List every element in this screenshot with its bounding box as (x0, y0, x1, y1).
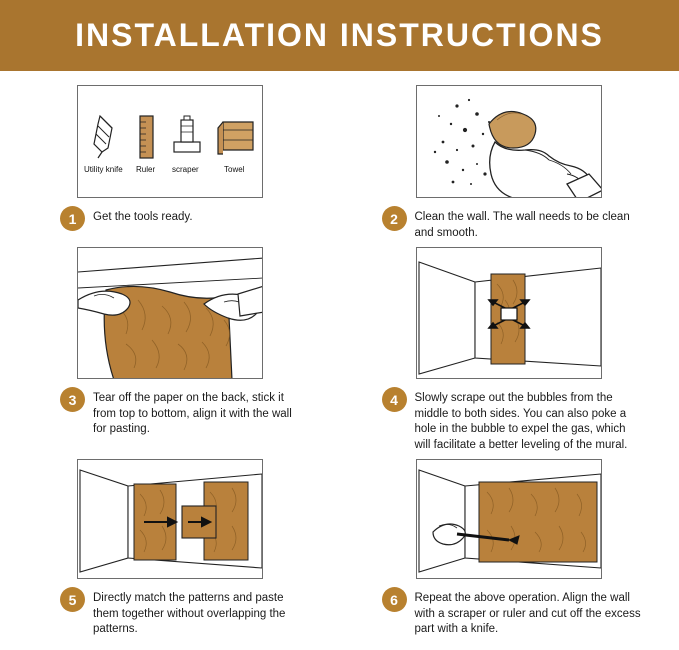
step-number-5: 5 (60, 587, 85, 612)
step-4-illustration (416, 247, 602, 379)
pattern-matching-illustration (78, 460, 263, 579)
step-6-caption (354, 587, 666, 638)
steps-grid (0, 71, 679, 638)
step-number-4: 4 (382, 387, 407, 412)
wall-cleaning-illustration (417, 86, 602, 198)
step-text-3: Tear off the paper on the back, stick it from top to bottom, align it with the wall for pasting. (93, 392, 292, 436)
step-5-illustration (77, 459, 263, 579)
step-5-caption (14, 587, 326, 638)
step-1-illustration (77, 85, 263, 198)
step-1-caption (14, 206, 326, 231)
step-number-2: 2 (382, 206, 407, 231)
step-3-caption (14, 387, 326, 438)
step-text-5: Directly match the patterns and paste them together without overlapping the patterns. (93, 592, 286, 636)
step-card-3 (0, 247, 340, 453)
step-text-2: Clean the wall. The wall needs to be clean and smooth. (414, 211, 630, 239)
dust-speckles (434, 99, 490, 185)
scraper-tool-icon (501, 308, 517, 320)
page-title: INSTALLATION INSTRUCTIONS (75, 17, 604, 53)
step-text-6: Repeat the above operation. Align the wall with a scraper or ruler and cut off the excess part with a knife. (414, 592, 641, 636)
scraper-icon (174, 116, 200, 152)
step-number-1: 1 (60, 206, 85, 231)
step-3-illustration (77, 247, 263, 379)
tool-label-towel: Towel (223, 165, 245, 174)
ruler-icon (140, 116, 153, 158)
bubble-scraping-illustration (417, 248, 602, 379)
tools-illustration (78, 86, 263, 198)
step-card-1 (0, 85, 340, 241)
step-2-illustration (416, 85, 602, 198)
step-2-caption (354, 206, 666, 241)
step-number-3: 3 (60, 387, 85, 412)
towel-icon (218, 122, 253, 154)
step-card-5 (0, 459, 340, 638)
step-card-6 (340, 459, 679, 638)
trim-excess-illustration (417, 460, 602, 579)
step-6-illustration (416, 459, 602, 579)
header-banner (0, 0, 679, 71)
step-card-2 (340, 85, 679, 241)
step-card-4 (340, 247, 679, 453)
step-number-6: 6 (382, 587, 407, 612)
step-text-4: Slowly scrape out the bubbles from the middle to both sides. You can also poke a hole in the bubble to expel the gas, which will facilitate a better leveling of the mural. (414, 392, 628, 451)
step-4-caption (354, 387, 666, 453)
tool-label-scraper: scraper (171, 165, 199, 174)
tool-label-ruler: Ruler (135, 165, 155, 174)
tool-label-utility-knife: Utility knife (83, 165, 123, 174)
utility-knife-icon (94, 116, 112, 158)
step-text-1: Get the tools ready. (93, 211, 193, 223)
peeling-backing-illustration (78, 248, 263, 379)
